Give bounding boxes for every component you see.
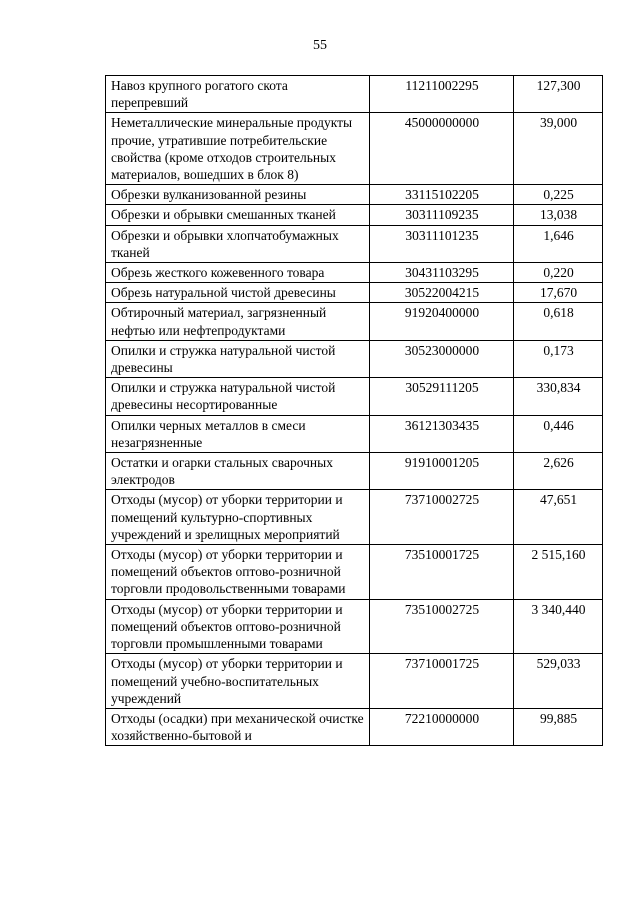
waste-code-cell: 33115102205	[370, 185, 514, 205]
table-row	[106, 378, 603, 415]
waste-name-cell: Обрезь жесткого кожевенного товара	[106, 263, 370, 283]
waste-code-cell: 30311101235	[370, 225, 514, 262]
waste-name-cell: Отходы (мусор) от уборки территории и помещений объектов оптово-розничной торговли продовольственными товарами	[106, 545, 370, 600]
table-row	[106, 303, 603, 340]
waste-amount-cell: 330,834	[514, 378, 603, 415]
waste-code-cell: 11211002295	[370, 76, 514, 113]
waste-code-cell: 30522004215	[370, 283, 514, 303]
waste-name-cell: Неметаллические минеральные продукты прочие, утратившие потребительские свойства (кроме отходов строительных материалов, вошедших в блок 8)	[106, 113, 370, 185]
table-row	[106, 340, 603, 377]
waste-name-cell: Обрезки и обрывки смешанных тканей	[106, 205, 370, 225]
waste-name-cell: Обрезь натуральной чистой древесины	[106, 283, 370, 303]
waste-code-cell: 73510001725	[370, 545, 514, 600]
table-row	[106, 654, 603, 709]
waste-name-cell: Отходы (мусор) от уборки территории и помещений культурно-спортивных учреждений и зрелищных мероприятий	[106, 490, 370, 545]
waste-name-cell: Опилки черных металлов в смеси незагрязненные	[106, 415, 370, 452]
waste-name-cell: Остатки и огарки стальных сварочных электродов	[106, 453, 370, 490]
waste-amount-cell: 0,446	[514, 415, 603, 452]
waste-name-cell: Обрезки вулканизованной резины	[106, 185, 370, 205]
table-row	[106, 708, 603, 745]
waste-amount-cell: 2 515,160	[514, 545, 603, 600]
waste-amount-cell: 0,173	[514, 340, 603, 377]
waste-code-cell: 72210000000	[370, 708, 514, 745]
waste-amount-cell: 127,300	[514, 76, 603, 113]
waste-code-cell: 36121303435	[370, 415, 514, 452]
waste-name-cell: Обрезки и обрывки хлопчатобумажных тканей	[106, 225, 370, 262]
table-row	[106, 283, 603, 303]
waste-name-cell: Отходы (мусор) от уборки территории и помещений объектов оптово-розничной торговли промышленными товарами	[106, 599, 370, 654]
waste-name-cell: Отходы (мусор) от уборки территории и помещений учебно-воспитательных учреждений	[106, 654, 370, 709]
waste-amount-cell: 17,670	[514, 283, 603, 303]
waste-code-cell: 30431103295	[370, 263, 514, 283]
table-row	[106, 545, 603, 600]
waste-code-cell: 73710002725	[370, 490, 514, 545]
table-row	[106, 113, 603, 185]
waste-amount-cell: 0,225	[514, 185, 603, 205]
waste-amount-cell: 1,646	[514, 225, 603, 262]
waste-code-cell: 73510002725	[370, 599, 514, 654]
waste-amount-cell: 99,885	[514, 708, 603, 745]
waste-code-cell: 30523000000	[370, 340, 514, 377]
waste-code-cell: 45000000000	[370, 113, 514, 185]
waste-code-cell: 91920400000	[370, 303, 514, 340]
waste-name-cell: Опилки и стружка натуральной чистой древесины	[106, 340, 370, 377]
waste-amount-cell: 529,033	[514, 654, 603, 709]
table-row	[106, 205, 603, 225]
waste-amount-cell: 0,618	[514, 303, 603, 340]
waste-amount-cell: 2,626	[514, 453, 603, 490]
table-row	[106, 185, 603, 205]
waste-code-cell: 73710001725	[370, 654, 514, 709]
table-row	[106, 453, 603, 490]
waste-code-cell: 91910001205	[370, 453, 514, 490]
table-row	[106, 599, 603, 654]
table-row	[106, 76, 603, 113]
waste-amount-cell: 13,038	[514, 205, 603, 225]
waste-amount-cell: 3 340,440	[514, 599, 603, 654]
waste-amount-cell: 0,220	[514, 263, 603, 283]
waste-name-cell: Обтирочный материал, загрязненный нефтью или нефтепродуктами	[106, 303, 370, 340]
waste-table	[105, 75, 603, 746]
waste-name-cell: Отходы (осадки) при механической очистке хозяйственно-бытовой и	[106, 708, 370, 745]
waste-code-cell: 30529111205	[370, 378, 514, 415]
waste-amount-cell: 39,000	[514, 113, 603, 185]
table-row	[106, 490, 603, 545]
page-number: 55	[313, 38, 327, 53]
waste-name-cell: Опилки и стружка натуральной чистой древесины несортированные	[106, 378, 370, 415]
table-row	[106, 225, 603, 262]
waste-table-body	[106, 76, 603, 746]
table-row	[106, 415, 603, 452]
waste-code-cell: 30311109235	[370, 205, 514, 225]
waste-amount-cell: 47,651	[514, 490, 603, 545]
table-row	[106, 263, 603, 283]
waste-name-cell: Навоз крупного рогатого скота перепревший	[106, 76, 370, 113]
